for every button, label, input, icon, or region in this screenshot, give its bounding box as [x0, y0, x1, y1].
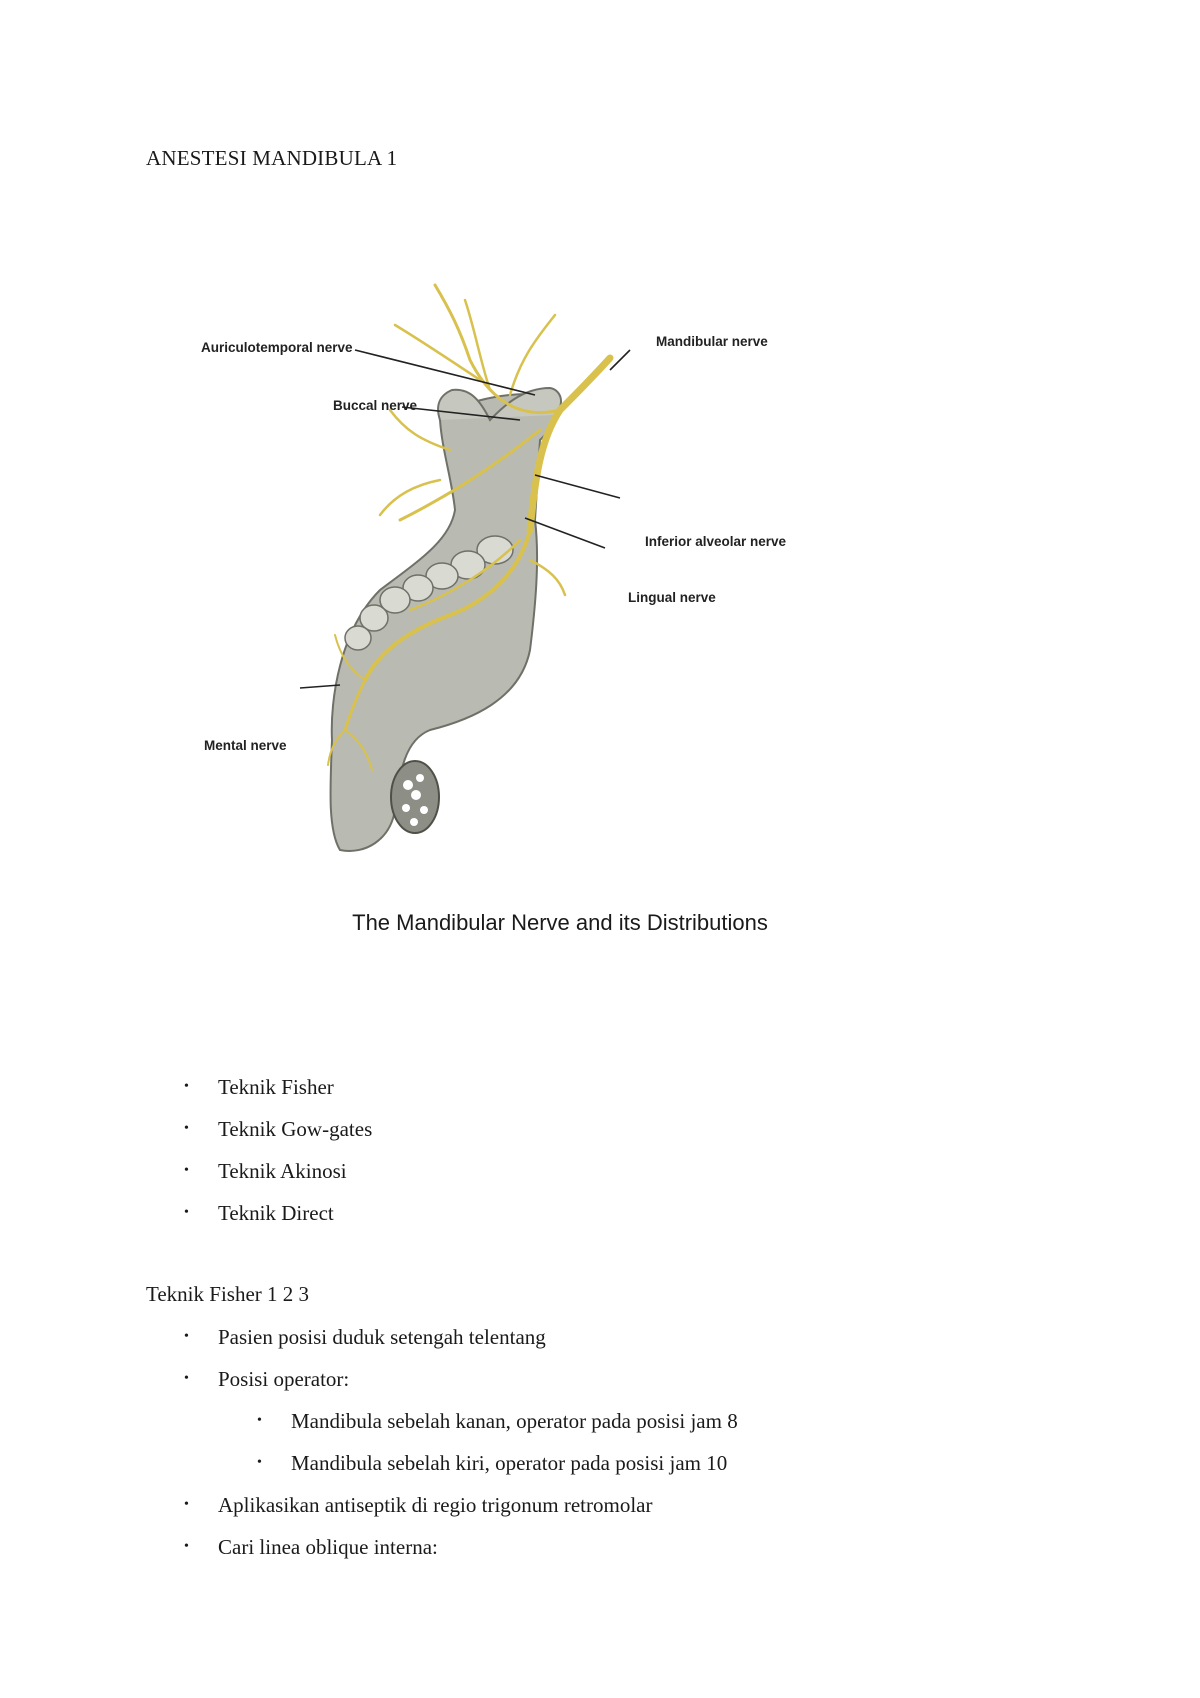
fisher-steps-list: [184, 1316, 738, 1568]
bullet: •: [184, 1371, 189, 1386]
list-item: • Aplikasikan antiseptik di regio trigonum retromolar: [218, 1484, 738, 1526]
auriculotemporal-nerve-label: Auriculotemporal nerve: [201, 340, 353, 355]
bullet: •: [184, 1497, 189, 1512]
lingual-nerve-label: Lingual nerve: [628, 590, 716, 605]
bullet: •: [184, 1539, 189, 1554]
mandibular-nerve-label: Mandibular nerve: [656, 334, 768, 349]
list-item: • Cari linea oblique interna:: [218, 1526, 738, 1568]
mental-nerve-label: Mental nerve: [204, 738, 287, 753]
sub-list-item: • Mandibula sebelah kanan, operator pada posisi jam 8: [291, 1400, 738, 1442]
bullet: •: [257, 1413, 262, 1428]
sub-list-item: • Mandibula sebelah kiri, operator pada posisi jam 10: [291, 1442, 738, 1484]
section-title: Teknik Fisher 1 2 3: [146, 1282, 310, 1306]
bullet: •: [184, 1205, 189, 1220]
mandible-illustration: [190, 270, 850, 890]
figure-caption: The Mandibular Nerve and its Distributions: [352, 910, 768, 935]
bullet: •: [257, 1455, 262, 1470]
page-title: ANESTESI MANDIBULA 1: [146, 146, 398, 170]
list-item: • Pasien posisi duduk setengah telentang: [218, 1316, 738, 1358]
list-item: • Teknik Akinosi: [218, 1150, 372, 1192]
bullet: •: [184, 1121, 189, 1136]
list-item: • Teknik Direct: [218, 1192, 372, 1234]
technique-list: [184, 1066, 373, 1234]
inferior-alveolar-nerve-label: Inferior alveolar nerve: [645, 534, 787, 549]
list-item: • Teknik Fisher: [218, 1066, 372, 1108]
bullet: •: [184, 1079, 189, 1094]
bullet: •: [184, 1329, 189, 1344]
list-item: • Teknik Gow-gates: [218, 1108, 372, 1150]
buccal-nerve-label: Buccal nerve: [333, 398, 418, 413]
list-item: • Posisi operator:: [218, 1358, 738, 1400]
mandibular-nerve-figure: [190, 270, 850, 940]
bullet: •: [184, 1163, 189, 1178]
